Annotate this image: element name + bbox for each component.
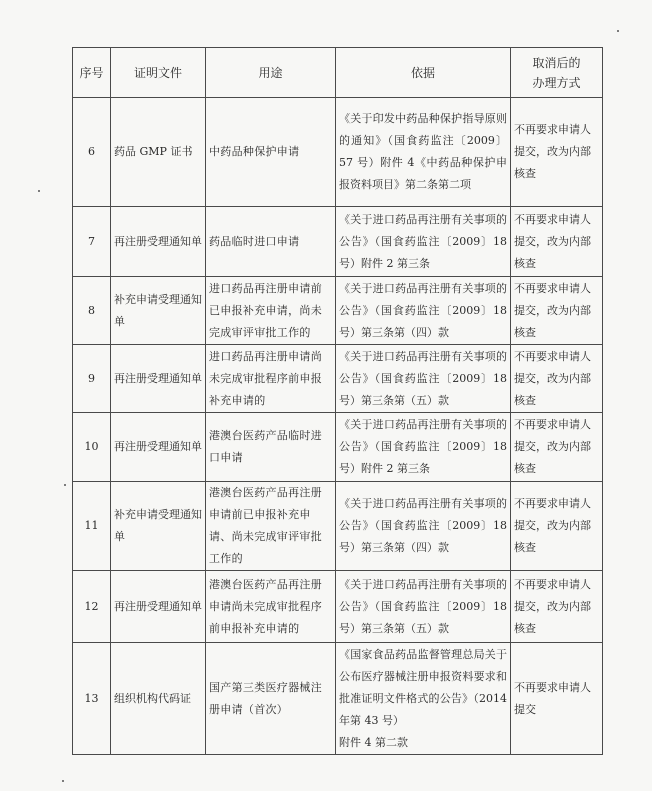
- row-basis: 《关于进口药品再注册有关事项的公告》（国食药监注〔2009〕18 号）第三条第（四）款: [336, 482, 511, 571]
- row-use: 港澳台医药产品再注册申请尚未完成审批程序前申报补充申请的: [206, 571, 336, 643]
- header-seq: 序号: [73, 48, 111, 98]
- row-handle: 不再要求申请人提交，改为内部核查: [511, 277, 603, 345]
- header-handle: 取消后的 办理方式: [511, 48, 603, 98]
- scan-speck: [38, 190, 40, 192]
- table-row: [73, 643, 603, 755]
- table-row: [73, 98, 603, 207]
- scan-speck: [617, 30, 619, 32]
- row-basis: 《关于进口药品再注册有关事项的公告》（国食药监注〔2009〕18 号）附件 2 第三条: [336, 413, 511, 482]
- row-handle: 不再要求申请人提交: [511, 643, 603, 755]
- table-row: [73, 482, 603, 571]
- row-seq: 6: [73, 98, 111, 207]
- row-use: 港澳台医药产品再注册申请前已申报补充申请、尚未完成审评审批工作的: [206, 482, 336, 571]
- row-basis: 《关于进口药品再注册有关事项的公告》（国食药监注〔2009〕18 号）第三条第（五）款: [336, 345, 511, 413]
- row-use: 进口药品再注册申请尚未完成审批程序前申报补充申请的: [206, 345, 336, 413]
- row-basis: 《关于印发中药品种保护指导原则的通知》（国食药监注〔2009〕57 号）附件 4《中药品种保护申报资料项目》第二条第二项: [336, 98, 511, 207]
- row-use: 港澳台医药产品临时进口申请: [206, 413, 336, 482]
- row-use: 中药品种保护申请: [206, 98, 336, 207]
- row-doc: 再注册受理通知单: [111, 345, 206, 413]
- scan-speck: [62, 780, 64, 782]
- header-basis: 依据: [336, 48, 511, 98]
- row-seq: 13: [73, 643, 111, 755]
- row-handle: 不再要求申请人提交，改为内部核查: [511, 413, 603, 482]
- header-doc: 证明文件: [111, 48, 206, 98]
- row-basis: 《关于进口药品再注册有关事项的公告》（国食药监注〔2009〕18 号）第三条第（四）款: [336, 277, 511, 345]
- table-row: [73, 413, 603, 482]
- row-use: 国产第三类医疗器械注册申请（首次）: [206, 643, 336, 755]
- row-doc: 组织机构代码证: [111, 643, 206, 755]
- scan-speck: [64, 484, 66, 486]
- table-row: [73, 571, 603, 643]
- row-seq: 11: [73, 482, 111, 571]
- row-use: 进口药品再注册申请前已申报补充申请，尚未完成审评审批工作的: [206, 277, 336, 345]
- table-row: [73, 207, 603, 277]
- row-seq: 12: [73, 571, 111, 643]
- row-seq: 9: [73, 345, 111, 413]
- row-doc: 补充申请受理通知单: [111, 482, 206, 571]
- row-handle: 不再要求申请人提交，改为内部核查: [511, 482, 603, 571]
- row-seq: 7: [73, 207, 111, 277]
- table-row: [73, 277, 603, 345]
- row-seq: 10: [73, 413, 111, 482]
- row-seq: 8: [73, 277, 111, 345]
- row-handle: 不再要求申请人提交，改为内部核查: [511, 571, 603, 643]
- row-handle: 不再要求申请人提交，改为内部核查: [511, 345, 603, 413]
- row-doc: 再注册受理通知单: [111, 413, 206, 482]
- row-basis: 《关于进口药品再注册有关事项的公告》（国食药监注〔2009〕18 号）第三条第（五）款: [336, 571, 511, 643]
- row-handle: 不再要求申请人提交，改为内部核查: [511, 98, 603, 207]
- row-basis: 《国家食品药品监督管理总局关于公布医疗器械注册申报资料要求和批准证明文件格式的公告》（2014 年第 43 号） 附件 4 第二款: [336, 643, 511, 755]
- header-use: 用途: [206, 48, 336, 98]
- row-use: 药品临时进口申请: [206, 207, 336, 277]
- row-basis: 《关于进口药品再注册有关事项的公告》（国食药监注〔2009〕18 号）附件 2 第三条: [336, 207, 511, 277]
- row-doc: 再注册受理通知单: [111, 571, 206, 643]
- table-row: [73, 345, 603, 413]
- row-handle: 不再要求申请人提交，改为内部核查: [511, 207, 603, 277]
- certificate-table: [72, 47, 603, 755]
- row-doc: 补充申请受理通知单: [111, 277, 206, 345]
- row-doc: 药品 GMP 证书: [111, 98, 206, 207]
- row-doc: 再注册受理通知单: [111, 207, 206, 277]
